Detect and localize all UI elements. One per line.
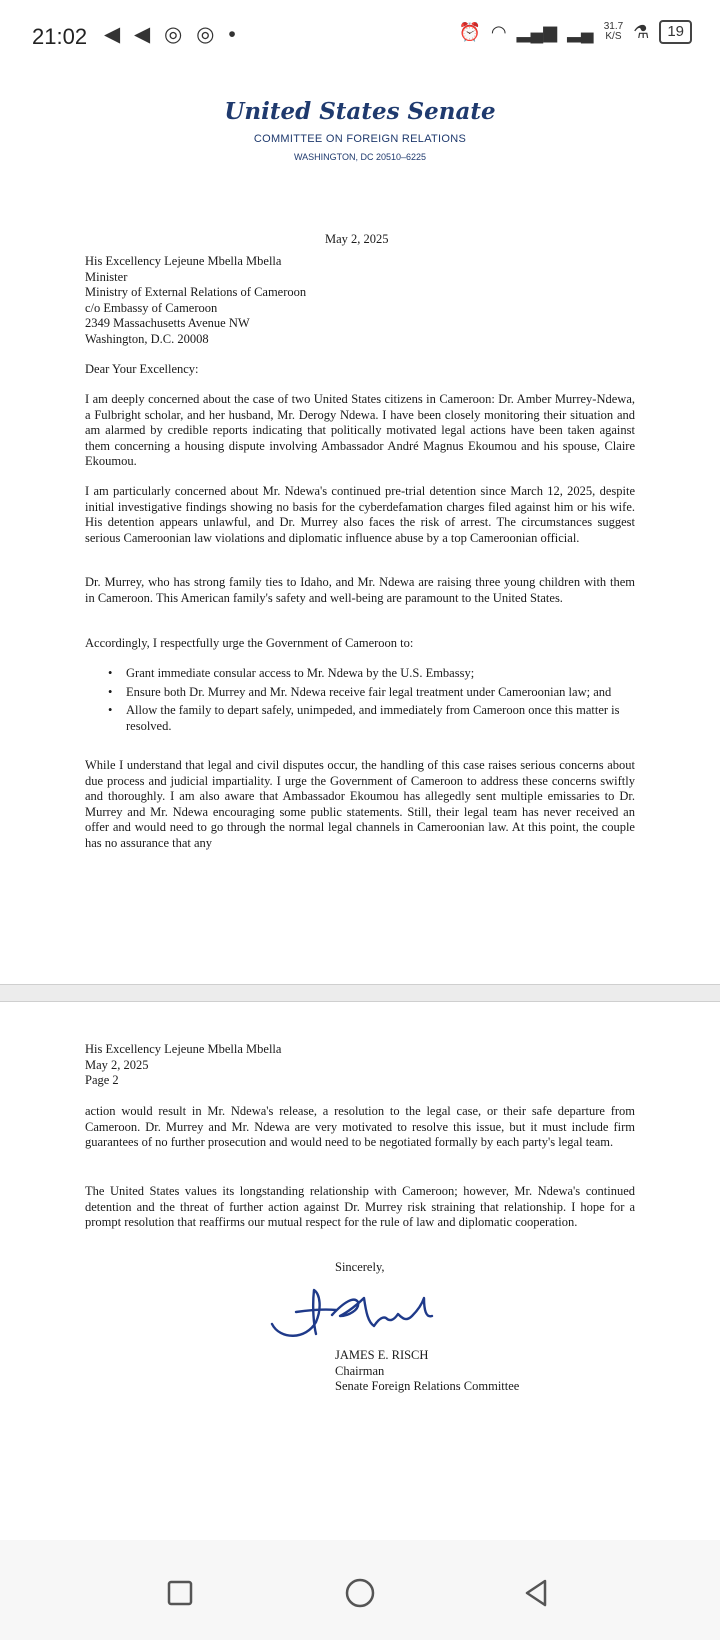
telegram-icon: ◀ — [104, 23, 125, 46]
page2-header-line: His Excellency Lejeune Mbella Mbella — [85, 1042, 282, 1056]
paragraph: I am deeply concerned about the case of two United States citizens in Cameroon: Dr. Amber Murrey-Ndewa, a Fulbright scholar, and her husband, Mr. Derogy Ndewa. I have been closely monitoring their situation and am alarmed by credible reports indicating that politically motivated legal actions have been taken against them concerning a housing dispute involving Ambassador André Magnus Ekoumou and his spouse, Claire Ekoumou. — [85, 392, 635, 468]
back-button[interactable] — [506, 1568, 566, 1618]
paragraph: The United States values its longstanding relationship with Cameroon; however, Mr. Ndewa's continued detention and the threat of further action against Dr. Murrey risk straining that relationship. I hope for a prompt resolution that reaffirms our mutual respect for the rule of law and diplomatic cooperation. — [85, 1184, 635, 1229]
letterhead-committee: COMMITTEE ON FOREIGN RELATIONS — [253, 133, 467, 145]
signer-committee: Senate Foreign Relations Committee — [335, 1379, 520, 1393]
signature-image — [262, 1282, 462, 1348]
request-list — [108, 666, 635, 737]
whatsapp-icon: ◎ — [196, 23, 219, 46]
recipient-line: Minister — [85, 269, 128, 284]
paragraph: Dr. Murrey, who has strong family ties to Idaho, and Mr. Ndewa are raising three young children with them in Cameroon. This American family's safety and well-being are paramount to the United States. — [85, 575, 635, 605]
paragraph: action would result in Mr. Ndewa's release, a resolution to the legal case, or their safe departure from Cameroon. Dr. Murrey and Mr. Ndewa are very motivated to resolve this issue, but it must include firm guarantees of no further prosecution and would need to be negotiated formally by each party's legal team. — [85, 1104, 635, 1149]
recipient-line: 2349 Massachusetts Avenue NW — [85, 316, 250, 330]
recipient-line: Ministry of External Relations of Cameroon — [85, 285, 307, 299]
recipient-line: His Excellency Lejeune Mbella Mbella — [85, 254, 282, 268]
paragraph: I am particularly concerned about Mr. Ndewa's continued pre-trial detention since March 12, 2025, despite initial investigative findings showing no basis for the cyberdefamation charges filed against him or his wife. His detention appears unlawful, and Dr. Murrey also faces the risk of arrest. The circumstances suggest serious Cameroonian law violations and diplomatic influence abuse by a top Cameroonian official. — [85, 484, 635, 545]
letterhead — [0, 98, 720, 162]
recipient-address — [85, 254, 635, 347]
recents-button[interactable] — [150, 1568, 210, 1618]
home-button[interactable] — [330, 1568, 390, 1618]
battery-indicator: 19 — [659, 20, 692, 44]
letter-page-2 — [0, 1000, 720, 1540]
navigation-bar — [0, 1540, 720, 1640]
valediction: Sincerely, — [335, 1260, 385, 1274]
salutation: Dear Your Excellency: — [85, 362, 199, 376]
paragraph: While I understand that legal and civil disputes occur, the handling of this case raises serious concerns about due process and judicial impartiality. I urge the Government of Cameroon to address these concerns swiftly and thoroughly. I am also aware that Ambassador Ekoumou has allegedly sent multiple emissaries to Dr. Murrey and Mr. Ndewa encouraging some public statements. Still, their legal team has never received an offer and would need to go through the normal legal channels in Cameroonian law. At this point, the couple has no assurance that any — [85, 758, 635, 850]
signal-roaming-icon: ▂▄ — [567, 21, 594, 42]
letter-page-1 — [0, 72, 720, 984]
wifi-icon: ◠ — [490, 21, 507, 42]
lab-icon: ⚗ — [633, 21, 650, 42]
notification-icons — [104, 22, 240, 47]
letter-date: May 2, 2025 — [325, 232, 389, 246]
recipient-line: c/o Embassy of Cameroon — [85, 300, 218, 315]
status-right — [459, 20, 693, 44]
list-item: • Allow the family to depart safely, unimpeded, and immediately from Cameroon once this matter is resolved. — [108, 703, 635, 734]
page2-header-line: May 2, 2025 — [85, 1057, 149, 1072]
page2-header — [85, 1042, 635, 1089]
telegram-icon: ◀ — [134, 23, 155, 46]
status-time: 21:02 — [32, 24, 88, 49]
letterhead-title: United States Senate — [224, 98, 496, 125]
signer-title: Chairman — [335, 1363, 385, 1378]
dot-icon: • — [228, 23, 240, 46]
signal-icon: ▂▄▆ — [516, 21, 558, 42]
network-speed: 31.7 K/S — [603, 21, 624, 42]
status-bar — [0, 0, 720, 72]
signer-block — [335, 1348, 519, 1395]
whatsapp-icon: ◎ — [164, 23, 187, 46]
recipient-line: Washington, D.C. 20008 — [85, 331, 209, 346]
alarm-icon: ⏰ — [458, 21, 481, 42]
paragraph: Accordingly, I respectfully urge the Government of Cameroon to: — [85, 636, 414, 650]
signer-name: JAMES E. RISCH — [335, 1348, 429, 1362]
list-item: • Grant immediate consular access to Mr. Ndewa by the U.S. Embassy; — [108, 666, 635, 682]
list-item: • Ensure both Dr. Murrey and Mr. Ndewa receive fair legal treatment under Cameroonian law; and — [108, 685, 635, 701]
page2-header-line: Page 2 — [85, 1073, 119, 1087]
letterhead-address: WASHINGTON, DC 20510–6225 — [293, 152, 427, 162]
